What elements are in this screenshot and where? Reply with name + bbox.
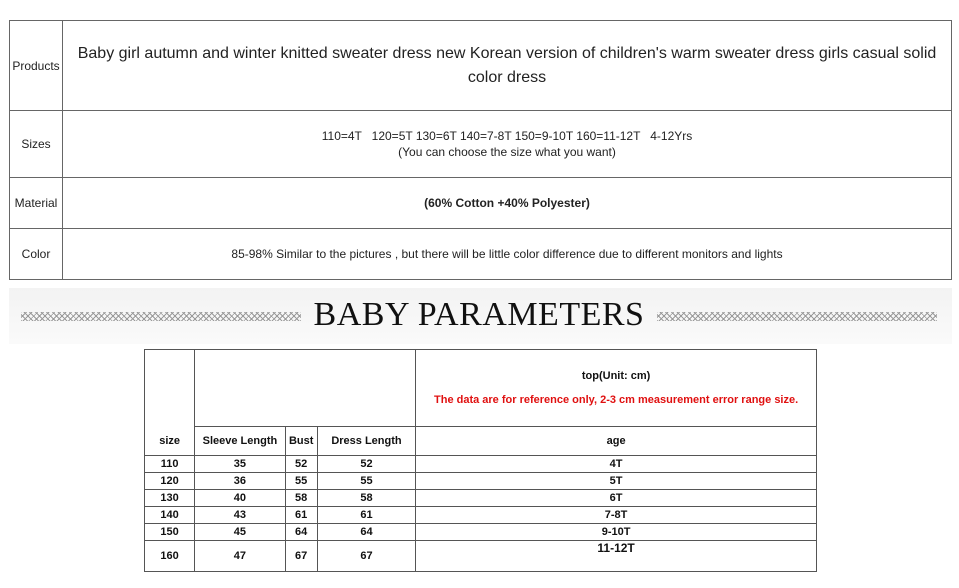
size-column-header: size [145, 350, 195, 456]
dress-cell: 52 [317, 456, 415, 473]
products-label: Products [10, 21, 63, 111]
sizes-row [10, 111, 952, 178]
banner-title: BABY PARAMETERS [313, 296, 645, 333]
table-row [145, 541, 817, 572]
table-row [145, 456, 817, 473]
sizes-line-2: (You can choose the size what you want) [398, 145, 616, 159]
size-parameter-table [144, 349, 817, 572]
sizes-line-1: 110=4T 120=5T 130=6T 140=7-8T 150=9-10T 160=11-12T 4-12Yrs [321, 129, 693, 143]
table-header-row-columns [145, 427, 817, 456]
color-value: 85-98% Similar to the pictures , but there will be little color difference due to different monitors and lights [63, 229, 952, 280]
age-cell: 7-8T [416, 507, 817, 524]
header-blank-cell [195, 350, 416, 427]
sleeve-cell: 47 [195, 541, 285, 572]
age-cell: 9-10T [416, 524, 817, 541]
bust-cell: 61 [285, 507, 317, 524]
baby-parameters-banner [9, 288, 952, 344]
color-row [10, 229, 952, 280]
dress-cell: 67 [317, 541, 415, 572]
bust-cell: 52 [285, 456, 317, 473]
bust-header: Bust [285, 427, 317, 456]
material-value: (60% Cotton +40% Polyester) [63, 178, 952, 229]
size-cell: 140 [145, 507, 195, 524]
bust-cell: 58 [285, 490, 317, 507]
sleeve-cell: 36 [195, 473, 285, 490]
zigzag-ornament-right [657, 312, 937, 321]
sleeve-cell: 45 [195, 524, 285, 541]
table-row [145, 507, 817, 524]
dress-cell: 55 [317, 473, 415, 490]
sleeve-length-header: Sleeve Length [195, 427, 285, 456]
dress-cell: 61 [317, 507, 415, 524]
measurement-note: The data are for reference only, 2-3 cm measurement error range size. [434, 394, 799, 406]
zigzag-ornament-left [21, 312, 301, 321]
table-row [145, 473, 817, 490]
sleeve-cell: 43 [195, 507, 285, 524]
age-cell: 5T [416, 473, 817, 490]
color-label: Color [10, 229, 63, 280]
size-cell: 110 [145, 456, 195, 473]
age-cell: 4T [416, 456, 817, 473]
sleeve-cell: 40 [195, 490, 285, 507]
size-cell: 150 [145, 524, 195, 541]
bust-cell: 67 [285, 541, 317, 572]
products-row [10, 21, 952, 111]
product-info-table [9, 20, 952, 280]
dress-cell: 58 [317, 490, 415, 507]
dress-cell: 64 [317, 524, 415, 541]
size-cell: 160 [145, 541, 195, 572]
sizes-label: Sizes [10, 111, 63, 178]
material-label: Material [10, 178, 63, 229]
table-row [145, 524, 817, 541]
size-cell: 120 [145, 473, 195, 490]
dress-length-header: Dress Length [317, 427, 415, 456]
material-row [10, 178, 952, 229]
top-unit-label: top(Unit: cm) [581, 370, 651, 382]
size-cell: 130 [145, 490, 195, 507]
age-header: age [416, 427, 817, 456]
top-header-cell [416, 350, 817, 427]
table-row [145, 490, 817, 507]
sizes-value [63, 111, 952, 178]
sleeve-cell: 35 [195, 456, 285, 473]
age-cell: 6T [416, 490, 817, 507]
products-value: Baby girl autumn and winter knitted sweater dress new Korean version of children's warm sweater dress girls casual solid color dress [63, 21, 952, 111]
bust-cell: 55 [285, 473, 317, 490]
age-cell: 11-12T [416, 541, 817, 572]
bust-cell: 64 [285, 524, 317, 541]
table-header-row-top [145, 350, 817, 427]
